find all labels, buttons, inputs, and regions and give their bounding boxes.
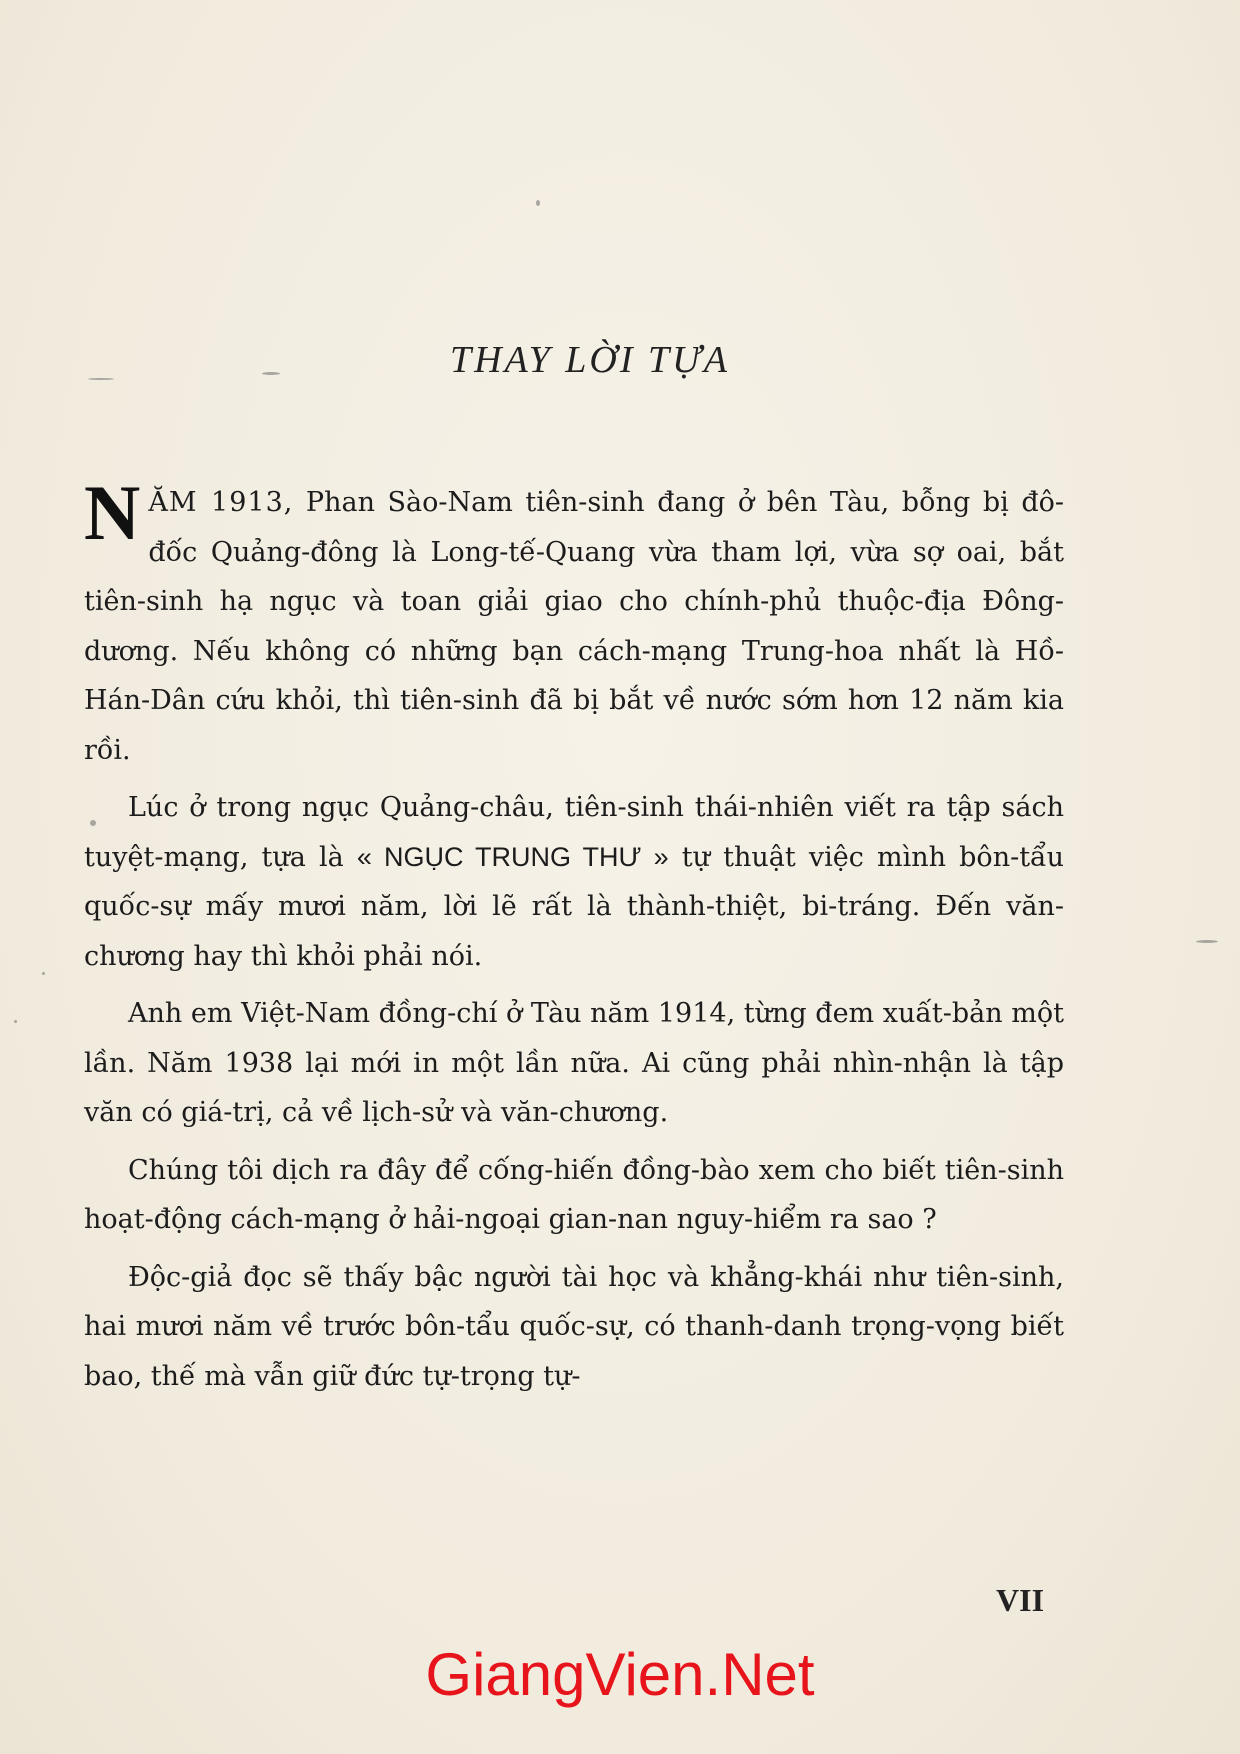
book-title: « NGỤC TRUNG THƯ » (356, 841, 669, 872)
speck (14, 1020, 17, 1023)
page-title: THAY LỜI TỰA (449, 339, 731, 381)
paragraph-3: Anh em Việt-Nam đồng-chí ở Tàu năm 1914, từng đem xuất-bản một lần. Năm 1938 lại mới in một lần nữa. Ai cũng phải nhìn-nhận là tập văn có giá-trị, cả về lịch-sử và văn-chương. (84, 998, 1064, 1128)
paragraph-1-lead: ĂM 1913, (148, 487, 294, 518)
speck (42, 972, 45, 975)
page-number: VII (996, 1582, 1045, 1618)
paragraph-4: Chúng tôi dịch ra đây để cống-hiến đồng-bào xem cho biết tiên-sinh hoạt-động cách-mạng ở hải-ngoại gian-nan nguy-hiểm ra sao ? (84, 1154, 1064, 1235)
paragraph-2-before: Lúc ở trong ngục Quảng-châu, tiên-sinh thái-nhiên viết ra tập sách tuyệt-mạng, tựa là (84, 792, 1064, 873)
watermark: GiangVien.Net (425, 1641, 815, 1708)
speck (536, 200, 540, 206)
paragraph-5: Độc-giả đọc sẽ thấy bậc người tài học và khẳng-khái như tiên-sinh, hai mươi năm về trước bôn-tẩu quốc-sự, có thanh-danh trọng-vọng biết bao, thế mà vẫn giữ đức tự-trọng tự- (84, 1261, 1064, 1392)
paragraph-2-after: tự thuật việc mình bôn-tẩu quốc-sự mấy mươi năm, lời lẽ rất là thành-thiệt, bi-tráng. Đến văn-chương hay thì khỏi phải nói. (84, 841, 1064, 972)
drop-cap: N (84, 469, 141, 556)
paragraph-1-text: Phan Sào-Nam tiên-sinh đang ở bên Tàu, bỗng bị đô-đốc Quảng-đông là Long-tế-Quang vừa tham lợi, vừa sợ oai, bắt tiên-sinh hạ ngục và toan giải giao cho chính-phủ thuộc-địa Đông-dương. Nếu không có những bạn cách-mạng Trung-hoa nhất là Hồ-Hán-Dân cứu khỏi, thì tiên-sinh đã bị bắt về nước sớm hơn 12 năm kia rồi. (84, 487, 1064, 766)
body-text (84, 469, 1064, 1409)
paragraph-1 (84, 469, 1064, 775)
paragraph-2 (84, 783, 1064, 981)
speck (1196, 940, 1218, 943)
